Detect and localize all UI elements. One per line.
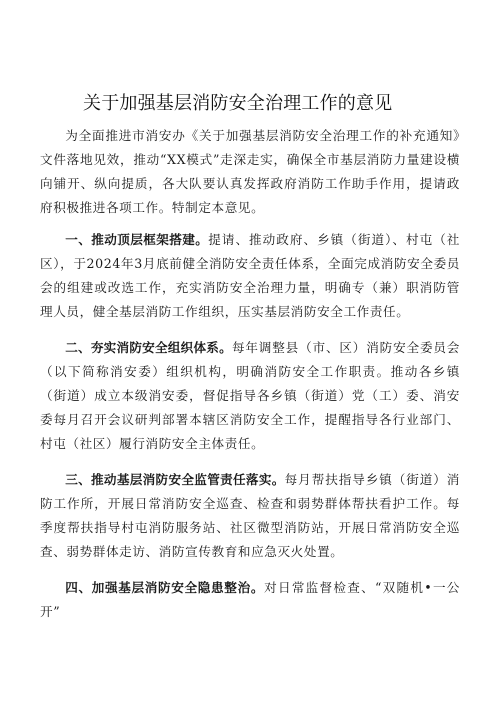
- section-2-paragraph: [40, 336, 460, 456]
- section-1-paragraph: [40, 228, 460, 324]
- section-4-heading: 四、加强基层消防安全隐患整治。: [65, 580, 265, 595]
- section-1-body: 提请、推动政府、乡镇（街道）、村屯（社区），于2024年3月底前健全消防安全责任体系，全面完成消防安全委员会的组建或改选工作，充实消防安全治理力量，明确专（兼）职消防管理人员，健全基层消防工作组织，压实基层消防安全工作责任。: [40, 232, 460, 319]
- section-2-body: 每年调整县（市、区）消防安全委员会（以下简称消安委）组织机构，明确消防安全工作职责。推动各乡镇（街道）成立本级消安委，督促指导各乡镇（街道）党（工）委、消安委每月召开会议研判部署本辖区消防安全工作，提醒指导各行业部门、村屯（社区）履行消防安全主体责任。: [40, 340, 460, 451]
- section-1-heading: 一、推动顶层框架搭建。: [65, 232, 209, 247]
- section-4-body: 对日常监督检查、“双随机•一公开”: [40, 580, 461, 619]
- section-3-paragraph: [40, 468, 460, 564]
- intro-paragraph: 为全面推进市消安办《关于加强基层消防安全治理工作的补充通知》文件落地见效，推动“XX模式”走深走实，确保全市基层消防力量建设横向铺开、纵向提质，各大队要认真发挥政府消防工作助手作用，提请政府积极推进各项工作。特制定本意见。: [40, 128, 460, 215]
- section-3-body: 每月帮扶指导乡镇（街道）消防工作所，开展日常消防安全巡查、检查和弱势群体帮扶看护工作。每季度帮扶指导村屯消防服务站、社区微型消防站，开展日常消防安全巡查、弱势群体走访、消防宣传教育和应急灭火处置。: [40, 472, 460, 559]
- document-title: 关于加强基层消防安全治理工作的意见: [83, 93, 393, 114]
- section-4-paragraph: [40, 576, 460, 624]
- section-3-heading: 三、推动基层消防安全监管责任落实。: [65, 472, 285, 487]
- section-2-heading: 二、夯实消防安全组织体系。: [65, 340, 232, 355]
